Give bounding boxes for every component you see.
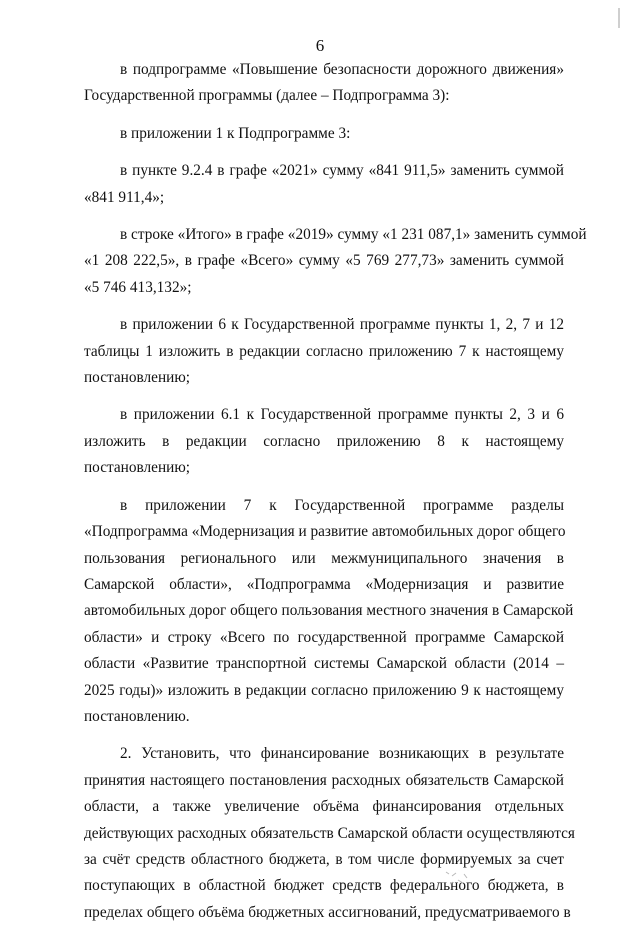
paragraph-gap xyxy=(84,730,564,741)
text-line: «841 911,4»; xyxy=(84,188,165,206)
text-line: в приложении 1 к Подпрограмме 3: xyxy=(120,124,351,142)
text-line: в приложении 6 к Государственной программе пункты 1, 2, 7 и 12 xyxy=(120,316,564,334)
text-line: в пункте 9.2.4 в графе «2021» сумму «841 911,5» заменить суммой xyxy=(120,162,564,180)
scan-artifact-bottom xyxy=(442,866,478,890)
text-line: в приложении 6.1 к Государственной программе пункты 2, 3 и 6 xyxy=(120,406,564,424)
text-line: постановлению; xyxy=(84,459,190,477)
text-line: действующих расходных обязательств Самарской области осуществляются xyxy=(84,824,575,842)
text-line: постановлению. xyxy=(84,707,190,725)
text-line: постановлению; xyxy=(84,369,190,387)
scan-artifact xyxy=(618,8,620,28)
paragraph-gap xyxy=(84,110,564,121)
text-line: таблицы 1 изложить в редакции согласно приложению 7 к настоящему xyxy=(84,342,564,360)
text-line: области» и строку «Всего по государственной программе Самарской xyxy=(84,628,564,646)
text-line: области, а также увеличение объёма финансирования отдельных xyxy=(84,798,564,816)
text-line: поступающих в областной бюджет средств федерального бюджета, в xyxy=(84,877,564,895)
text-line: «Подпрограмма «Модернизация и развитие автомобильных дорог общего xyxy=(84,523,566,541)
paragraph-gap xyxy=(84,147,564,158)
text-line: пользования регионального или межмуниципального значения в xyxy=(84,549,564,567)
text-line: в строке «Итого» в графе «2019» сумму «1 231 087,1» заменить суммой xyxy=(120,226,587,244)
text-line: пределах общего объёма бюджетных ассигнований, предусматриваемого в xyxy=(84,903,571,921)
text-line: за счёт средств областного бюджета, в том числе формируемых за счет xyxy=(84,850,564,868)
document-body xyxy=(84,57,587,926)
text-line: 2. Установить, что финансирование возникающих в результате xyxy=(120,745,564,763)
text-line: Государственной программы (далее – Подпрограмма 3): xyxy=(84,87,450,105)
paragraph-gap xyxy=(84,482,564,493)
text-line: «5 746 413,132»; xyxy=(84,278,192,296)
text-line: 2025 годы)» изложить в редакции согласно приложению 9 к настоящему xyxy=(84,681,564,699)
text-line: автомобильных дорог общего пользования местного значения в Самарской xyxy=(84,602,574,620)
text-line: принятия настоящего постановления расходных обязательств Самарской xyxy=(84,771,564,789)
text-line: области «Развитие транспортной системы Самарской области (2014 – xyxy=(84,655,564,673)
text-line: изложить в редакции согласно приложению 8 к настоящему xyxy=(84,432,564,450)
text-line: в подпрограмме «Повышение безопасности дорожного движения» xyxy=(120,61,564,78)
text-line: «1 208 222,5», в графе «Всего» сумму «5 769 277,73» заменить суммой xyxy=(84,252,564,270)
page-number: 6 xyxy=(315,36,325,55)
text-line: Самарской области», «Подпрограмма «Модернизация и развитие xyxy=(84,575,564,593)
text-line: в приложении 7 к Государственной программе разделы xyxy=(120,496,564,514)
paragraph-gap xyxy=(84,211,564,222)
paragraph-gap xyxy=(84,391,564,402)
paragraph-gap xyxy=(84,301,564,312)
